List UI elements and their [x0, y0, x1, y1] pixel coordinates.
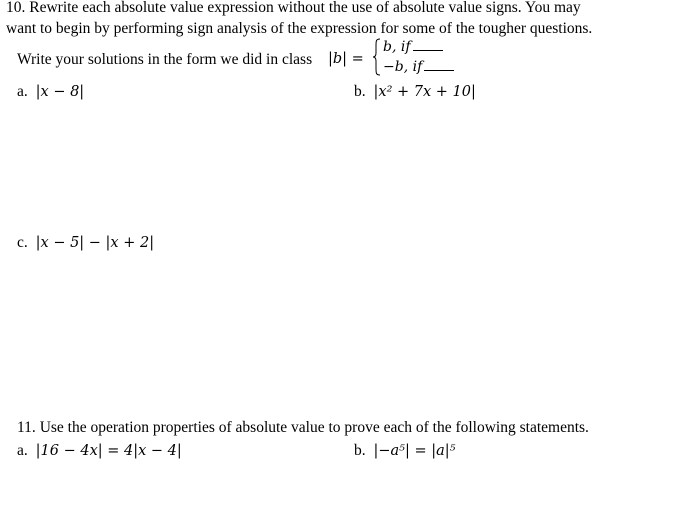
part-b-label: b. — [354, 83, 366, 100]
case-2-text: −b, if — [383, 59, 423, 75]
problem-11-part-a — [17, 443, 182, 459]
problem-10-text-1: Rewrite each absolute value expression without the use of absolute value signs. You may — [29, 0, 581, 16]
problem-10-part-c — [17, 235, 154, 251]
part-a-expr: |x − 8| — [35, 84, 85, 100]
form-lhs-expr: |b| = — [328, 51, 364, 67]
p11-part-b-label: b. — [354, 442, 366, 459]
problem-11-part-b — [354, 443, 455, 459]
problem-10-part-a — [17, 84, 84, 100]
problem-10-number: 10. — [6, 0, 26, 16]
problem-11-text: Use the operation properties of absolute value to prove each of the following statements. — [39, 419, 589, 436]
case-row-2 — [383, 60, 454, 74]
problem-11-number: 11. — [17, 419, 36, 436]
part-a-label: a. — [17, 83, 28, 100]
form-instruction — [17, 52, 312, 68]
case-2-blank — [424, 69, 454, 71]
part-b-expr: |x² + 7x + 10| — [373, 84, 476, 100]
p11-part-a-label: a. — [17, 442, 28, 459]
part-c-expr: |x − 5| − |x + 2| — [35, 235, 155, 251]
left-brace-icon — [372, 38, 382, 76]
case-1-text: b, if — [383, 39, 411, 55]
problem-11-line — [17, 420, 589, 436]
case-row-1 — [383, 40, 443, 54]
form-instruction-text: Write your solutions in the form we did in class — [17, 51, 313, 68]
form-lhs — [328, 52, 364, 67]
p11-part-a-expr: |16 − 4x| = 4|x − 4| — [35, 443, 182, 459]
piecewise-definition — [372, 38, 472, 78]
problem-10-line-1 — [6, 0, 581, 16]
case-1-blank — [413, 49, 443, 51]
part-c-label: c. — [17, 234, 28, 251]
problem-10-text-2: want to begin by performing sign analysis of the expression for some of the tougher questions. — [6, 20, 593, 37]
p11-part-b-expr: |−a⁵| = |a|⁵ — [373, 443, 456, 459]
problem-10-part-b — [354, 84, 476, 100]
problem-10-line-2 — [6, 21, 592, 37]
